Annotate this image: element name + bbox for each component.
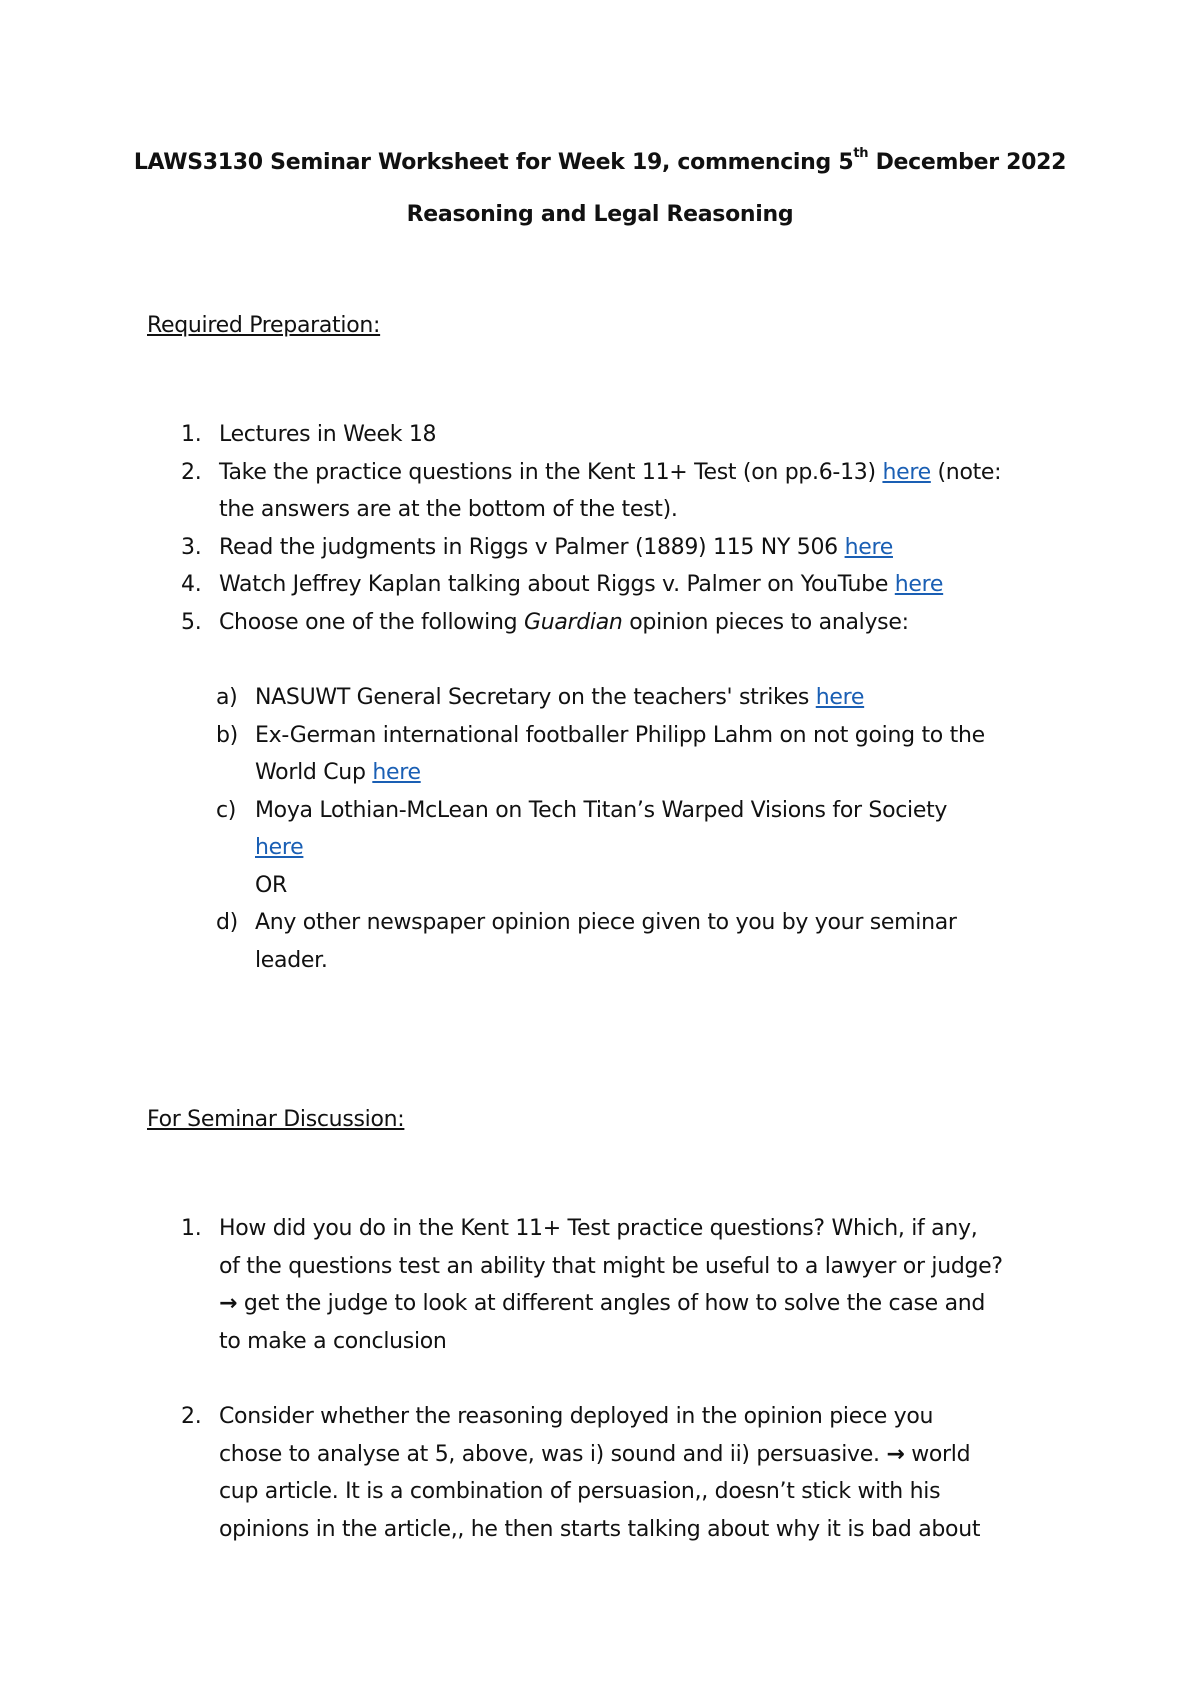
list-item-text: Take the practice questions in the Kent 11+ Test (on pp.6-13) here (note: bbox=[219, 459, 1002, 485]
list-item-text: → get the judge to look at different angles of how to solve the case and bbox=[219, 1291, 986, 1316]
arrow-icon: → bbox=[886, 1441, 905, 1467]
worksheet-title bbox=[0, 146, 1200, 175]
list-item-text: opinions in the article,, he then starts talking about why it is bad about bbox=[219, 1516, 981, 1542]
list-item-text: Watch Jeffrey Kaplan talking about Riggs v. Palmer on YouTube here bbox=[219, 572, 944, 597]
or-text: OR bbox=[255, 872, 288, 898]
nasuwt-link[interactable]: here bbox=[815, 685, 865, 710]
list-letter: a) bbox=[216, 685, 238, 710]
list-number: 5. bbox=[181, 609, 202, 635]
list-item-text: the answers are at the bottom of the test). bbox=[219, 497, 678, 522]
list-number: 2. bbox=[181, 459, 202, 485]
list-item-text: Consider whether the reasoning deployed in the opinion piece you bbox=[219, 1404, 934, 1429]
list-item-text: Choose one of the following Guardian opinion pieces to analyse: bbox=[219, 609, 909, 635]
list-number: 2. bbox=[181, 1404, 202, 1429]
list-item-text: Any other newspaper opinion piece given to you by your seminar bbox=[255, 910, 957, 935]
list-item-text: of the questions test an ability that might be useful to a lawyer or judge? bbox=[219, 1253, 1003, 1279]
list-item-text: World Cup here bbox=[255, 760, 421, 785]
list-letter: d) bbox=[216, 910, 238, 935]
title-text: LAWS3130 Seminar Worksheet for Week 19, commencing 5 bbox=[133, 150, 854, 175]
required-preparation-heading: Required Preparation: bbox=[147, 313, 381, 338]
list-item-text: How did you do in the Kent 11+ Test practice questions? Which, if any, bbox=[219, 1216, 978, 1241]
kent-test-link[interactable]: here bbox=[882, 459, 931, 485]
list-letter: b) bbox=[216, 722, 238, 748]
seminar-discussion-heading: For Seminar Discussion: bbox=[147, 1107, 405, 1132]
riggs-judgment-link[interactable]: here bbox=[844, 534, 893, 560]
list-item-text: Ex-German international footballer Philipp Lahm on not going to the bbox=[255, 722, 985, 748]
list-number: 1. bbox=[181, 422, 202, 447]
list-item-text: Moya Lothian-McLean on Tech Titan’s Warped Visions for Society bbox=[255, 797, 948, 823]
list-item-text: chose to analyse at 5, above, was i) sound and ii) persuasive. → world bbox=[219, 1441, 971, 1467]
list-item-text: cup article. It is a combination of persuasion,, doesn’t stick with his bbox=[219, 1479, 941, 1504]
list-item-text: NASUWT General Secretary on the teachers' strikes here bbox=[255, 685, 865, 710]
list-number: 1. bbox=[181, 1216, 202, 1241]
list-number: 4. bbox=[181, 572, 202, 597]
lothian-mclean-link[interactable]: here bbox=[255, 835, 304, 860]
lahm-link[interactable]: here bbox=[372, 760, 421, 785]
list-item-text: leader. bbox=[255, 947, 328, 973]
list-number: 3. bbox=[181, 534, 202, 560]
title-text-end: December 2022 bbox=[868, 150, 1067, 175]
arrow-icon: → bbox=[219, 1291, 238, 1316]
list-item-text: Read the judgments in Riggs v Palmer (1889) 115 NY 506 here bbox=[219, 534, 893, 560]
list-item-text: Lectures in Week 18 bbox=[219, 422, 437, 447]
list-item-text: to make a conclusion bbox=[219, 1328, 447, 1354]
youtube-link[interactable]: here bbox=[894, 572, 944, 597]
worksheet-subtitle: Reasoning and Legal Reasoning bbox=[406, 202, 794, 227]
title-superscript: th bbox=[853, 146, 869, 161]
list-letter: c) bbox=[216, 797, 237, 823]
